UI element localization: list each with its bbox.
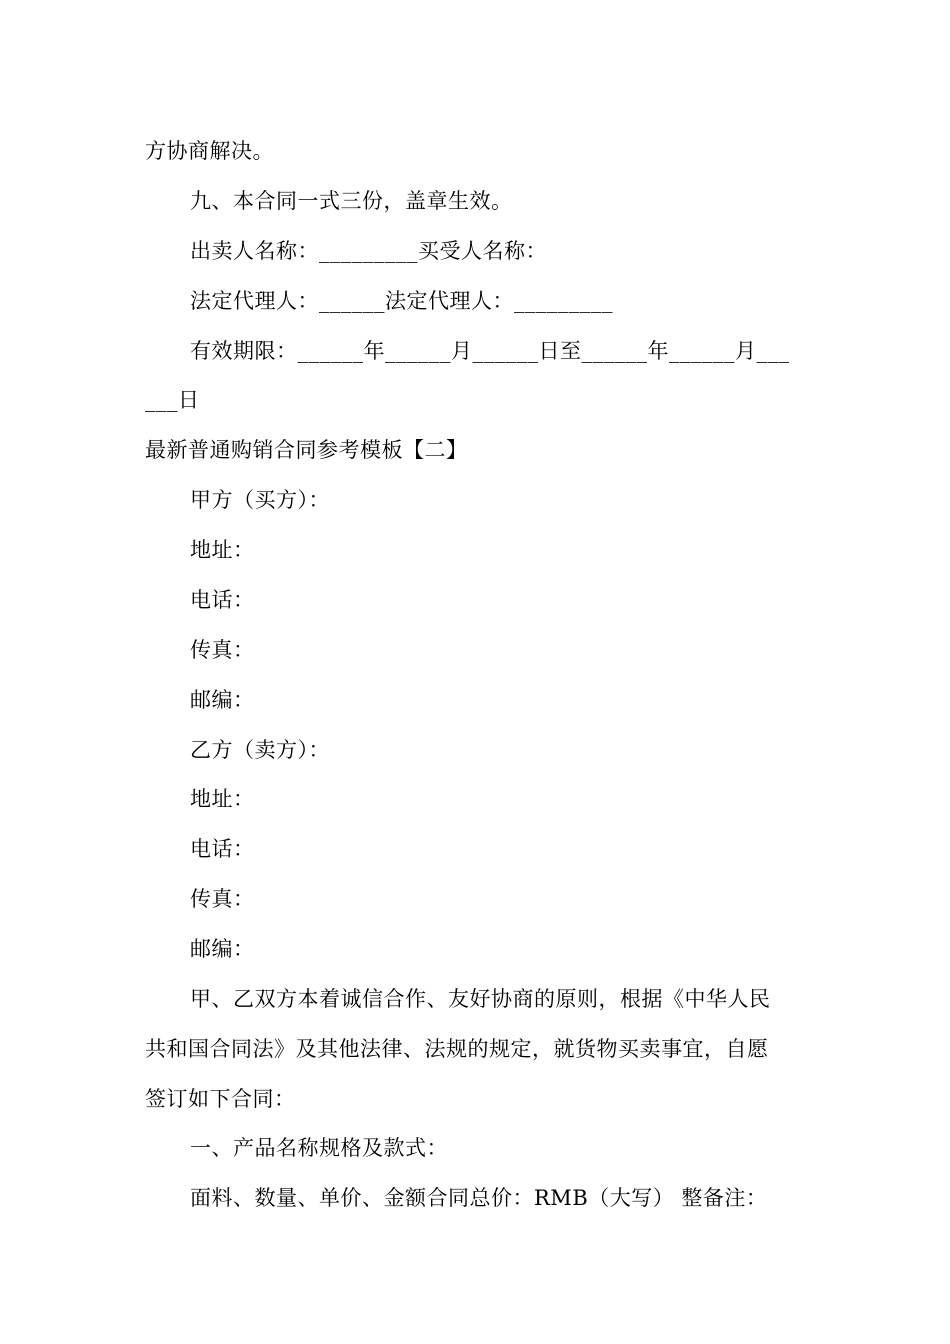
clause-one-detail: 面料、数量、单价、金额合同总价：RMB（大写） 整备注： [190, 1186, 768, 1210]
clause-nine: 九、本合同一式三份，盖章生效。 [190, 189, 513, 213]
preamble-line-2: 共和国合同法》及其他法律、法规的规定，就货物买卖事宜，自愿 [145, 1037, 769, 1061]
seller-buyer-name-line: 出卖人名称：_________买受人名称： [190, 239, 547, 263]
party-a-postcode: 邮编： [190, 688, 255, 712]
clause-one-heading: 一、产品名称规格及款式： [190, 1136, 448, 1160]
section-heading: 最新普通购销合同参考模板【二】 [145, 438, 468, 462]
paragraph-line: 方协商解决。 [145, 139, 274, 163]
party-b-phone: 电话： [190, 837, 255, 861]
party-b-postcode: 邮编： [190, 937, 255, 961]
party-a-fax: 传真： [190, 638, 255, 662]
party-b-address: 地址： [190, 787, 255, 811]
preamble-line-1: 甲、乙双方本着诚信合作、友好协商的原则，根据《中华人民 [190, 987, 771, 1011]
party-a-label: 甲方（买方）： [190, 488, 330, 512]
legal-agent-line: 法定代理人：______法定代理人：_________ [190, 289, 613, 313]
party-b-label: 乙方（卖方）： [190, 738, 330, 762]
validity-period-line: 有效期限：______年______月______日至______年______月___ [190, 339, 790, 363]
party-a-address: 地址： [190, 538, 255, 562]
preamble-line-3: 签订如下合同： [145, 1087, 296, 1111]
party-a-phone: 电话： [190, 588, 255, 612]
party-b-fax: 传真： [190, 887, 255, 911]
validity-period-line-continued: ___日 [145, 388, 200, 412]
